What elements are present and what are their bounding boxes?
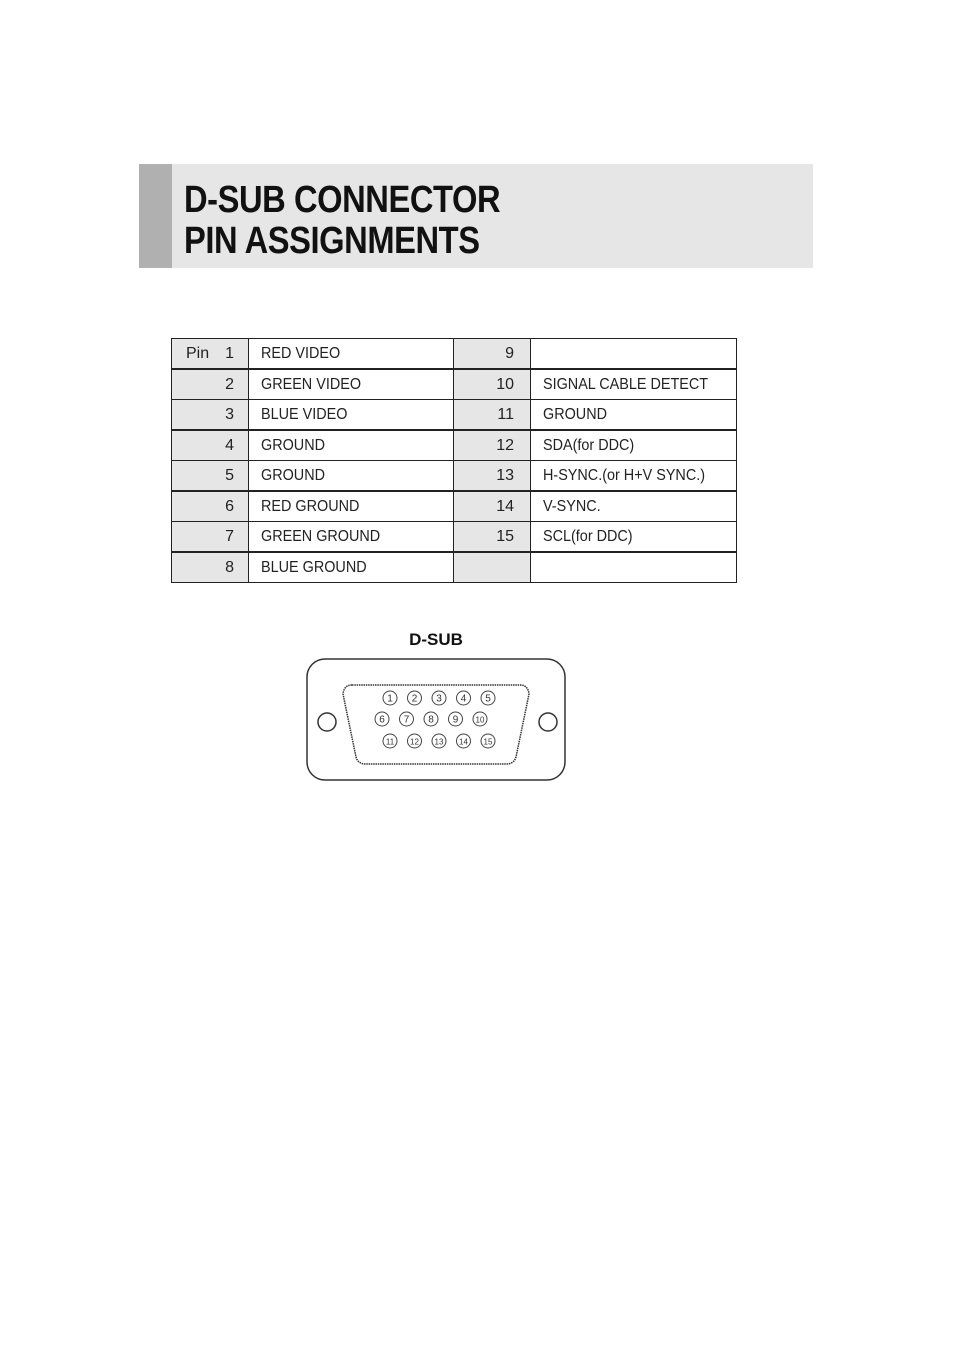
pin-number: 2 (225, 375, 234, 393)
pin-description: RED GROUND (261, 497, 360, 515)
pin-number-cell (454, 491, 531, 522)
connector-label: D-SUB (409, 630, 463, 649)
connector-pin-number: 4 (460, 693, 467, 705)
pin-description-cell (249, 552, 454, 583)
pin-number: 3 (225, 405, 234, 423)
pin-number-cell (454, 522, 531, 553)
pin-number-cell (172, 522, 249, 553)
pin-description-cell (249, 491, 454, 522)
pin-description: RED VIDEO (261, 344, 341, 362)
pin-number-cell (454, 339, 531, 370)
table-row (172, 339, 737, 370)
pin-description: GROUND (261, 466, 325, 484)
page-title-line-2: PIN ASSIGNMENTS (184, 220, 480, 262)
pin-description-cell (531, 461, 737, 492)
pin-description-cell (249, 430, 454, 461)
pin-description-cell (249, 522, 454, 553)
page-title-line-1: D-SUB CONNECTOR (184, 179, 501, 221)
d-sub-connector-diagram (298, 622, 580, 792)
pin-number: 9 (505, 344, 514, 362)
pin-number-cell (172, 430, 249, 461)
pin-description-cell (531, 552, 737, 583)
pin-number: 14 (496, 497, 514, 515)
pin-description: BLUE VIDEO (261, 405, 348, 423)
pin-assignment-table (171, 338, 737, 583)
pin-description: V-SYNC. (543, 497, 601, 515)
pin-description: GROUND (543, 405, 607, 423)
pin-description-cell (249, 369, 454, 400)
pin-number-cell (172, 552, 249, 583)
pin-number-cell (454, 430, 531, 461)
pin-number: 4 (225, 436, 234, 454)
pin-description-cell (249, 339, 454, 370)
pin-number-cell (454, 461, 531, 492)
connector-pin-number: 3 (436, 693, 442, 705)
connector-pin-number: 12 (410, 737, 419, 747)
connector-pin-number: 10 (475, 715, 485, 725)
table-row (172, 430, 737, 461)
table-row (172, 400, 737, 431)
pin-description: BLUE GROUND (261, 558, 367, 576)
connector-pin-number: 13 (434, 737, 444, 747)
pin-description-cell (531, 522, 737, 553)
pin-description-cell (531, 339, 737, 370)
connector-pin-number: 9 (452, 714, 459, 726)
table-row (172, 522, 737, 553)
pin-description: GREEN GROUND (261, 527, 381, 545)
connector-pin-number: 5 (485, 693, 491, 705)
connector-pin-number: 6 (379, 714, 385, 726)
pin-description-cell (249, 400, 454, 431)
pin-number: 10 (496, 375, 514, 393)
pin-number-cell (172, 339, 249, 370)
pin-description: SCL(for DDC) (543, 527, 633, 545)
pin-description: GREEN VIDEO (261, 375, 362, 393)
page-title (184, 180, 500, 262)
table-row (172, 369, 737, 400)
header-accent-bar (139, 164, 172, 268)
pin-description: GROUND (261, 436, 325, 454)
pin-description-cell (531, 491, 737, 522)
connector-pin-number: 14 (459, 737, 468, 747)
pin-description-cell (531, 369, 737, 400)
pin-number: 1 (225, 344, 234, 362)
pin-number: 8 (225, 558, 234, 576)
connector-pin-number: 7 (403, 714, 410, 726)
pin-description-cell (249, 461, 454, 492)
pin-number: 15 (496, 527, 514, 545)
pin-number: 7 (225, 527, 234, 545)
pin-description-cell (531, 400, 737, 431)
pin-number: 6 (225, 497, 234, 515)
pin-description-cell (531, 430, 737, 461)
table-row (172, 491, 737, 522)
pin-number-cell (454, 552, 531, 583)
pin-number-cell (172, 400, 249, 431)
pin-number-cell (172, 461, 249, 492)
connector-pin-number: 8 (428, 714, 434, 726)
pin-description: SIGNAL CABLE DETECT (543, 375, 709, 393)
pin-description: H-SYNC.(or H+V SYNC.) (543, 466, 706, 484)
connector-pin-number: 11 (385, 737, 395, 747)
pin-description: SDA(for DDC) (543, 436, 635, 454)
pin-number: 11 (497, 405, 514, 423)
table-row (172, 552, 737, 583)
mounting-hole-right (539, 713, 557, 731)
pin-label: Pin (186, 344, 210, 362)
mounting-hole-left (318, 713, 336, 731)
pin-number: 13 (496, 466, 514, 484)
pin-number-cell (172, 369, 249, 400)
table-row (172, 461, 737, 492)
connector-pin-number: 15 (483, 737, 493, 747)
pin-number: 12 (496, 436, 514, 454)
connector-pin-number: 1 (387, 693, 393, 705)
pin-number-cell (454, 369, 531, 400)
pin-number: 5 (225, 466, 234, 484)
pin-number-cell (454, 400, 531, 431)
pin-number-cell (172, 491, 249, 522)
connector-pin-number: 2 (411, 693, 418, 705)
